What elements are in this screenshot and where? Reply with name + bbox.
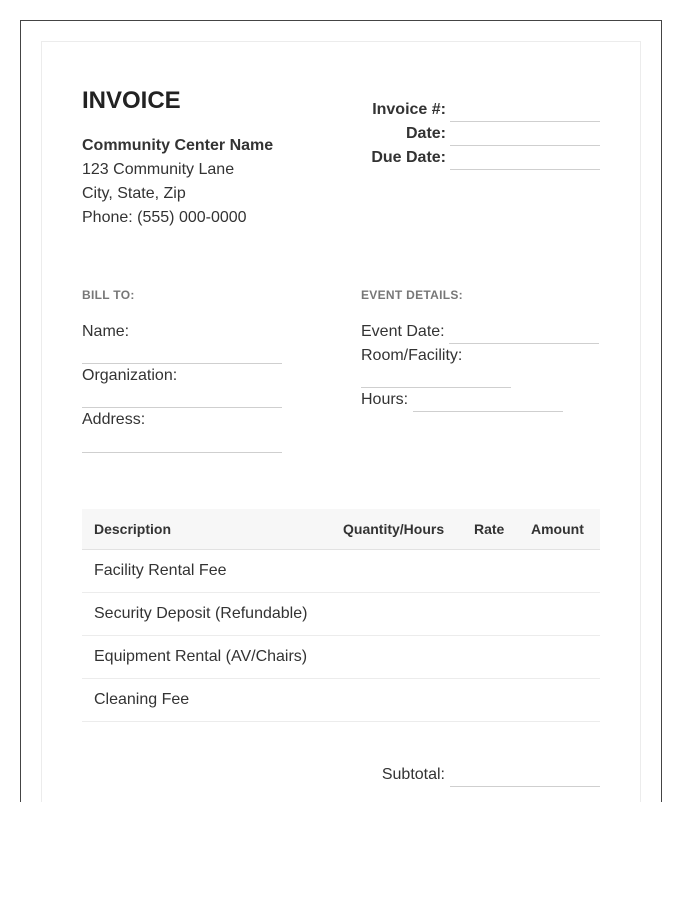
table-row bbox=[82, 550, 600, 593]
org-phone: Phone: (555) 000-0000 bbox=[82, 209, 247, 226]
org-city: City, State, Zip bbox=[82, 185, 186, 202]
bill-to-organization-field[interactable] bbox=[82, 407, 282, 408]
row-description: Facility Rental Fee bbox=[94, 562, 227, 579]
room-facility-label: Room/Facility: bbox=[361, 347, 463, 364]
due-date-field[interactable] bbox=[450, 169, 600, 170]
org-address: 123 Community Lane bbox=[82, 161, 235, 178]
date-field[interactable] bbox=[450, 145, 600, 146]
invoice-title: INVOICE bbox=[82, 87, 181, 114]
table-header bbox=[82, 509, 600, 550]
event-details-heading: EVENT DETAILS: bbox=[361, 288, 463, 302]
table-row bbox=[82, 636, 600, 679]
table-row bbox=[82, 679, 600, 722]
org-name: Community Center Name bbox=[82, 137, 274, 154]
room-facility-field[interactable] bbox=[361, 387, 511, 388]
hours-label: Hours: bbox=[361, 391, 409, 408]
invoice-number-label: Invoice #: bbox=[372, 101, 446, 118]
line-items-table bbox=[82, 509, 600, 722]
row-description: Equipment Rental (AV/Chairs) bbox=[94, 648, 308, 665]
due-date-label: Due Date: bbox=[371, 149, 446, 166]
subtotal-field[interactable] bbox=[450, 786, 600, 787]
bill-to-name-label: Name: bbox=[82, 323, 130, 340]
bill-to-address-label: Address: bbox=[82, 411, 146, 428]
bill-to-organization-label: Organization: bbox=[82, 367, 178, 384]
subtotal-label: Subtotal: bbox=[381, 766, 445, 783]
table-row bbox=[82, 593, 600, 636]
row-description: Cleaning Fee bbox=[94, 691, 190, 708]
event-date-label: Event Date: bbox=[361, 323, 445, 340]
header-amount: Amount bbox=[531, 521, 584, 537]
bill-to-heading: BILL TO: bbox=[82, 288, 135, 302]
bill-to-name-field[interactable] bbox=[82, 363, 282, 364]
row-description: Security Deposit (Refundable) bbox=[94, 605, 308, 622]
header-quantity: Quantity/Hours bbox=[343, 521, 445, 537]
bill-to-address-field[interactable] bbox=[82, 452, 282, 453]
date-label: Date: bbox=[405, 125, 446, 142]
header-description: Description bbox=[94, 521, 172, 537]
event-date-field[interactable] bbox=[449, 343, 599, 344]
header-rate: Rate bbox=[474, 521, 505, 537]
hours-field[interactable] bbox=[413, 411, 563, 412]
invoice-number-field[interactable] bbox=[450, 121, 600, 122]
